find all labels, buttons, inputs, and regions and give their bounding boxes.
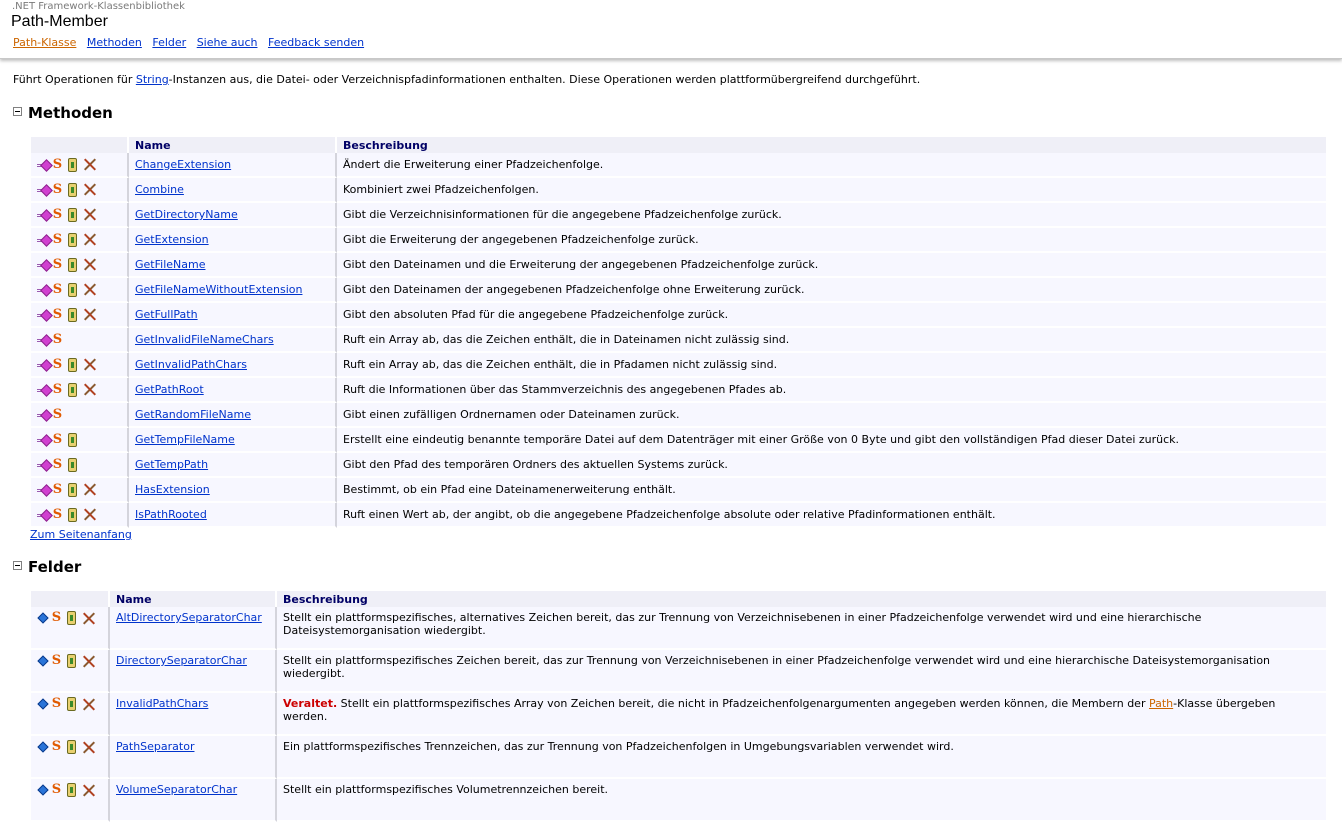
field-icon [37, 699, 47, 710]
cf-icon [68, 283, 77, 297]
xna-icon [83, 233, 96, 246]
member-link[interactable]: GetFullPath [135, 308, 198, 321]
static-icon: S [51, 739, 62, 754]
static-icon: S [52, 181, 63, 197]
member-name-cell [110, 650, 277, 693]
member-icons [31, 478, 129, 503]
cf-icon [67, 654, 76, 668]
table-row [31, 779, 1326, 822]
table-row [31, 303, 1326, 328]
nav-link-feedback[interactable]: Feedback senden [267, 36, 365, 49]
name-column-header: Name [129, 137, 337, 153]
method-icon [37, 260, 50, 270]
member-link[interactable]: GetPathRoot [135, 383, 204, 396]
cf-icon [68, 183, 77, 197]
member-description: Gibt den Dateinamen und die Erweiterung der angegebenen Pfadzeichenfolge zurück. [337, 253, 1326, 278]
fields-section-header[interactable] [13, 558, 81, 576]
field-icon [37, 785, 47, 796]
description-text: Ein plattformspezifisches Trennzeichen, das zur Trennung von Pfadzeichenfolgen in Umgebungsvariablen verwendet wird. [283, 740, 954, 753]
static-icon: S [51, 782, 62, 797]
member-icons [31, 650, 110, 693]
xna-icon [83, 508, 96, 521]
table-row [31, 328, 1326, 353]
static-icon: S [51, 653, 62, 668]
member-description [277, 736, 1326, 779]
cf-icon [68, 208, 77, 222]
method-icon [37, 160, 50, 170]
member-icons [31, 153, 129, 178]
member-description: Gibt den absoluten Pfad für die angegebene Pfadzeichenfolge zurück. [337, 303, 1326, 328]
member-link[interactable]: GetTempFileName [135, 433, 235, 446]
static-icon: S [52, 306, 63, 322]
xna-icon [82, 741, 95, 754]
fields-header-row [31, 591, 1326, 607]
member-name-cell [129, 253, 337, 278]
table-row [31, 228, 1326, 253]
table-row [31, 403, 1326, 428]
member-name-cell [110, 736, 277, 779]
member-name-cell [129, 478, 337, 503]
member-link[interactable]: IsPathRooted [135, 508, 207, 521]
static-icon: S [52, 206, 63, 222]
member-description [277, 650, 1326, 693]
cf-icon [67, 740, 76, 754]
table-row [31, 736, 1326, 779]
member-name-cell [110, 779, 277, 822]
member-link[interactable]: GetInvalidFileNameChars [135, 333, 274, 346]
static-icon: S [52, 256, 63, 272]
header-banner [0, 0, 1342, 59]
xna-icon [83, 158, 96, 171]
member-description: Ruft die Informationen über das Stammverzeichnis des angegebenen Pfades ab. [337, 378, 1326, 403]
xna-icon [83, 383, 96, 396]
member-description: Ruft ein Array ab, das die Zeichen enthält, die in Pfadamen nicht zulässig sind. [337, 353, 1326, 378]
intro-text [13, 73, 920, 86]
table-row [31, 607, 1326, 650]
table-row [31, 453, 1326, 478]
page-title: Path-Member [11, 13, 108, 30]
cf-icon [68, 233, 77, 247]
icon-column-header [31, 591, 110, 607]
cf-icon [67, 697, 76, 711]
cf-icon [67, 783, 76, 797]
description-text: Stellt ein plattformspezifisches Volumetrennzeichen bereit. [283, 783, 609, 796]
member-name-cell [129, 503, 337, 528]
member-icons [31, 178, 129, 203]
member-link[interactable]: GetDirectoryName [135, 208, 238, 221]
member-icons [31, 693, 110, 736]
member-name-cell [129, 303, 337, 328]
xna-icon [83, 483, 96, 496]
member-name-cell [129, 378, 337, 403]
member-link[interactable]: GetExtension [135, 233, 209, 246]
name-column-header: Name [110, 591, 277, 607]
table-row [31, 650, 1326, 693]
member-icons [31, 428, 129, 453]
description-column-header: Beschreibung [337, 137, 1326, 153]
description-column-header: Beschreibung [277, 591, 1326, 607]
xna-icon [82, 784, 95, 797]
back-to-top-link[interactable]: Zum Seitenanfang [30, 528, 132, 541]
member-name-cell [129, 353, 337, 378]
member-icons [31, 607, 110, 650]
member-description: Gibt einen zufälligen Ordnernamen oder Dateinamen zurück. [337, 403, 1326, 428]
member-name-cell [129, 403, 337, 428]
member-icons [31, 228, 129, 253]
method-icon [37, 335, 50, 345]
member-link[interactable]: GetFileNameWithoutExtension [135, 283, 303, 296]
method-icon [37, 185, 50, 195]
description-text: Stellt ein plattformspezifisches Array von Zeichen bereit, die nicht in Pfadzeichenfolgenargumenten angegeben werden können, die Membern der [337, 697, 1149, 710]
member-description [277, 607, 1326, 650]
intro-before: Führt Operationen für [13, 73, 136, 86]
table-row [31, 253, 1326, 278]
member-icons [31, 403, 129, 428]
member-link[interactable]: VolumeSeparatorChar [116, 783, 238, 796]
methods-section-header[interactable] [13, 104, 113, 122]
fields-body [31, 607, 1326, 822]
method-icon [37, 460, 50, 470]
methods-table [31, 137, 1326, 528]
xna-icon [83, 183, 96, 196]
cf-icon [67, 611, 76, 625]
method-icon [37, 510, 50, 520]
cf-icon [68, 483, 77, 497]
static-icon: S [51, 610, 62, 625]
member-name-cell [129, 203, 337, 228]
intro-after: -Instanzen aus, die Datei- oder Verzeichnispfadinformationen enthalten. Diese Operationen werden plattformübergreifend durchgeführt. [168, 73, 921, 86]
fields-table [31, 591, 1326, 822]
member-icons [31, 779, 110, 822]
member-description: Gibt den Pfad des temporären Ordners des aktuellen Systems zurück. [337, 453, 1326, 478]
table-row [31, 378, 1326, 403]
member-link[interactable]: GetInvalidPathChars [135, 358, 247, 371]
table-row [31, 503, 1326, 528]
cf-icon [68, 158, 77, 172]
collapse-icon[interactable] [13, 107, 22, 116]
member-link[interactable]: ChangeExtension [135, 158, 232, 171]
member-link[interactable]: GetTempPath [135, 458, 209, 471]
member-description: Bestimmt, ob ein Pfad eine Dateinamenerweiterung enthält. [337, 478, 1326, 503]
member-description: Ändert die Erweiterung einer Pfadzeichenfolge. [337, 153, 1326, 178]
xna-icon [83, 308, 96, 321]
member-icons [31, 328, 129, 353]
static-icon: S [51, 696, 62, 711]
static-icon: S [52, 481, 63, 497]
static-icon: S [52, 381, 63, 397]
member-description: Ruft einen Wert ab, der angibt, ob die angegebene Pfadzeichenfolge absolute oder relative Pfadinformationen enthält. [337, 503, 1326, 528]
member-name-cell [129, 228, 337, 253]
member-link[interactable]: InvalidPathChars [116, 697, 209, 710]
member-description [277, 779, 1326, 822]
member-name-cell [129, 278, 337, 303]
table-row [31, 278, 1326, 303]
string-link[interactable]: String [135, 73, 169, 86]
method-icon [37, 235, 50, 245]
static-icon: S [52, 506, 63, 522]
table-row [31, 428, 1326, 453]
xna-icon [82, 612, 95, 625]
nav-link-see-also[interactable]: Siehe auch [196, 36, 258, 49]
member-link[interactable]: AltDirectorySeparatorChar [116, 611, 262, 624]
member-name-cell [129, 153, 337, 178]
field-icon [37, 742, 47, 753]
member-icons [31, 253, 129, 278]
cf-icon [68, 508, 77, 522]
method-icon [37, 360, 50, 370]
method-icon [37, 410, 50, 420]
member-name-cell [110, 607, 277, 650]
method-icon [37, 385, 50, 395]
member-name-cell [110, 693, 277, 736]
member-name-cell [129, 178, 337, 203]
table-row [31, 153, 1326, 178]
member-link[interactable]: GetRandomFileName [135, 408, 252, 421]
member-description [277, 693, 1326, 736]
methods-header-row [31, 137, 1326, 153]
static-icon: S [52, 407, 63, 422]
nav-links [13, 36, 371, 49]
xna-icon [82, 655, 95, 668]
collapse-icon[interactable] [13, 561, 22, 570]
member-description: Gibt den Dateinamen der angegebenen Pfadzeichenfolge ohne Erweiterung zurück. [337, 278, 1326, 303]
static-icon: S [52, 281, 63, 297]
cf-icon [68, 258, 77, 272]
methods-heading: Methoden [28, 104, 113, 122]
member-icons [31, 303, 129, 328]
table-row [31, 693, 1326, 736]
member-name-cell [129, 453, 337, 478]
method-icon [37, 310, 50, 320]
xna-icon [83, 358, 96, 371]
member-icons [31, 378, 129, 403]
table-row [31, 203, 1326, 228]
member-icons [31, 453, 129, 478]
member-icons [31, 503, 129, 528]
member-icons [31, 353, 129, 378]
description-text: Stellt ein plattformspezifisches Zeichen bereit, das zur Trennung von Verzeichnisebenen in einer Pfadzeichenfolge verwendet wird und eine hierarchische Dateisystemorganisation wiedergibt. [283, 654, 1271, 680]
table-row [31, 178, 1326, 203]
xna-icon [82, 698, 95, 711]
methods-body [31, 153, 1326, 528]
cf-icon [68, 358, 77, 372]
member-description: Gibt die Verzeichnisinformationen für die angegebene Pfadzeichenfolge zurück. [337, 203, 1326, 228]
cf-icon [68, 308, 77, 322]
xna-icon [83, 208, 96, 221]
static-icon: S [52, 456, 63, 472]
table-row [31, 478, 1326, 503]
member-icons [31, 278, 129, 303]
icon-column-header [31, 137, 129, 153]
member-description: Erstellt eine eindeutig benannte temporäre Datei auf dem Datenträger mit einer Größe von 0 Byte und gibt den vollständigen Pfad dieser Datei zurück. [337, 428, 1326, 453]
member-description: Kombiniert zwei Pfadzeichenfolgen. [337, 178, 1326, 203]
method-icon [37, 210, 50, 220]
cf-icon [68, 433, 77, 447]
deprecated-label: Veraltet. [283, 697, 338, 710]
member-link[interactable]: HasExtension [135, 483, 210, 496]
nav-link-methods[interactable]: Methoden [86, 36, 142, 49]
member-link[interactable]: GetFileName [135, 258, 206, 271]
member-link[interactable]: DirectorySeparatorChar [116, 654, 247, 667]
member-icons [31, 736, 110, 779]
table-row [31, 353, 1326, 378]
field-icon [37, 656, 47, 667]
path-class-link[interactable]: Path [1148, 697, 1174, 710]
member-description: Ruft ein Array ab, das die Zeichen enthält, die in Dateinamen nicht zulässig sind. [337, 328, 1326, 353]
static-icon: S [52, 332, 63, 347]
xna-icon [83, 258, 96, 271]
member-name-cell [129, 328, 337, 353]
member-icons [31, 203, 129, 228]
member-name-cell [129, 428, 337, 453]
method-icon [37, 285, 50, 295]
description-text-after: -Klasse übergeben werden. [283, 697, 1276, 723]
static-icon: S [52, 431, 63, 447]
member-description: Gibt die Erweiterung der angegebenen Pfadzeichenfolge zurück. [337, 228, 1326, 253]
nav-link-fields[interactable]: Felder [152, 36, 187, 49]
nav-link-path-class[interactable]: Path-Klasse [13, 36, 77, 49]
static-icon: S [52, 156, 63, 172]
field-icon [37, 613, 47, 624]
static-icon: S [52, 231, 63, 247]
method-icon [37, 435, 50, 445]
member-link[interactable]: PathSeparator [116, 740, 195, 753]
method-icon [37, 485, 50, 495]
xna-icon [83, 283, 96, 296]
cf-icon [68, 458, 77, 472]
cf-icon [68, 383, 77, 397]
library-name: .NET Framework-Klassenbibliothek [12, 1, 185, 12]
fields-heading: Felder [28, 558, 82, 576]
member-link[interactable]: Combine [135, 183, 184, 196]
static-icon: S [52, 356, 63, 372]
description-text: Stellt ein plattformspezifisches, alternatives Zeichen bereit, das zur Trennung von Verzeichnisebenen in einer Pfadzeichenfolge verwendet wird und eine hierarchische Dateisystemorganisation wiedergibt. [283, 611, 1202, 637]
